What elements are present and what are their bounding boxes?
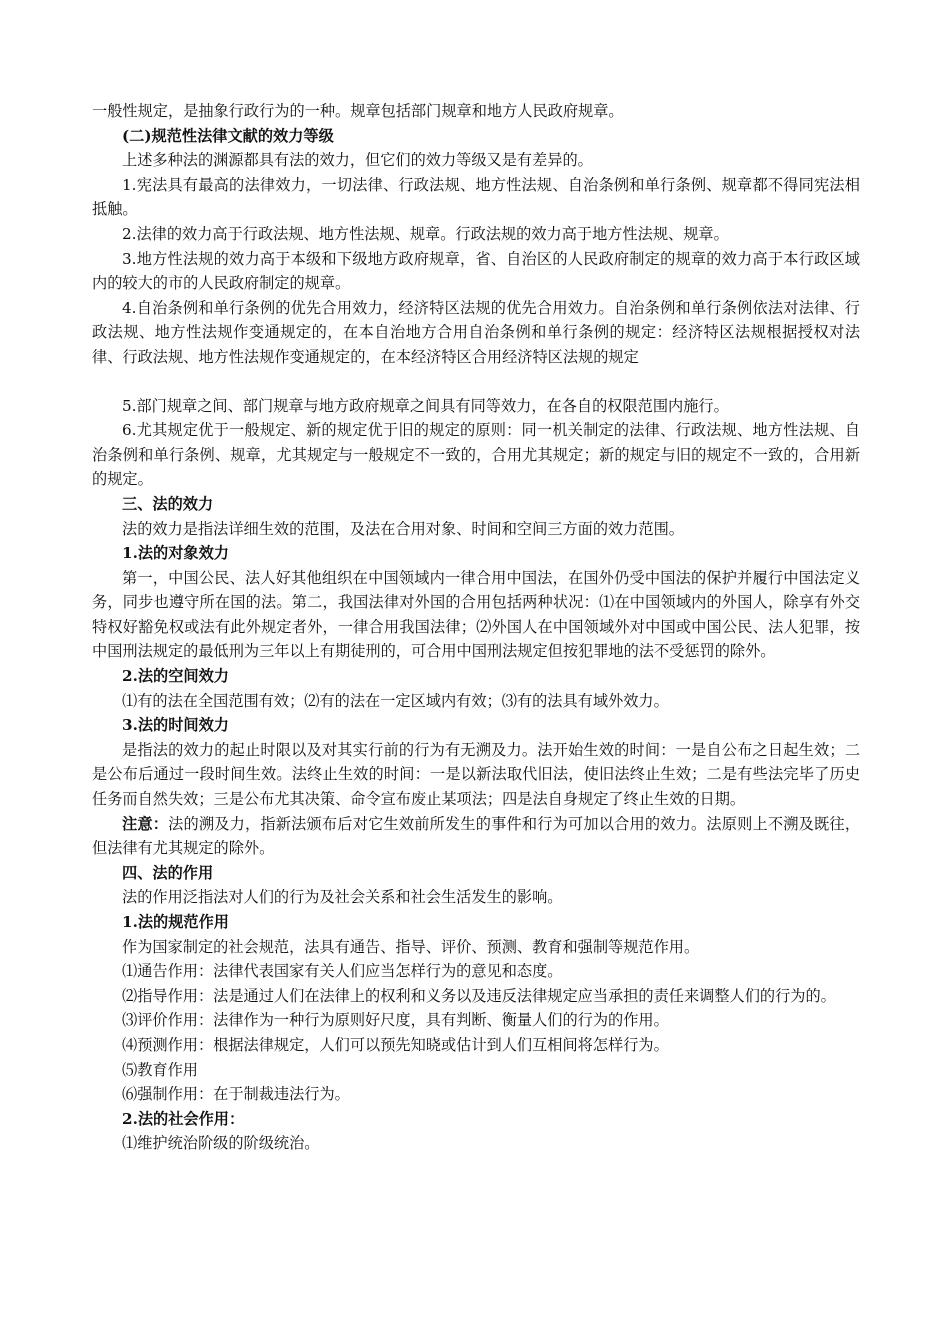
space-effect-heading: 2.法的空间效力 — [122, 667, 229, 686]
norm-role-intro: 作为国家制定的社会规范，法具有通告、指导、评价、预测、教育和强制等规范作用。 — [122, 937, 700, 956]
norm-role-heading: 1.法的规范作用 — [122, 913, 229, 931]
note-text: 法的溯及力，指新法颁布后对它生效前所发生的事件和行为可加以合用的效力。法原则上不溯及既往，但法律有尤其规定的除外。 — [92, 814, 861, 858]
intro-line: 一般性规定，是抽象行政行为的一种。规章包括部门规章和地方人民政府规章。 — [92, 102, 624, 120]
social-role-heading: 2.法的社会作用： — [122, 1109, 245, 1128]
norm-role-item-1: ⑴通告作用：法律代表国家有关人们应当怎样行为的意见和态度。 — [122, 962, 563, 981]
section-2-heading: (二)规范性法律文献的效力等级 — [122, 126, 334, 145]
note-label: 注意： — [122, 814, 169, 833]
rank-item-6: 6.尤其规定优于一般规定、新的规定优于旧的规定的原则：同一机关制定的法律、行政法规、地方性法规、自治条例和单行条例、规章，尤其规定与一般规定不一致的，合用尤其规定；新的规定与旧的规定不一致的，合用新的规定。 — [92, 421, 860, 489]
section-2-intro: 上述多种法的渊源都具有法的效力，但它们的效力等级又是有差异的。 — [122, 151, 593, 170]
rank-item-2: 2.法律的效力高于行政法规、地方性法规、规章。行政法规的效力高于地方性法规、规章。 — [122, 224, 729, 243]
object-effect-text: 第一，中国公民、法人好其他组织在中国领域内一律合用中国法，在国外仍受中国法的保护并履行中国法定义务，同步也遵守所在国的法。第二，我国法律对外国的合用包括两种状况：⑴在中国领域内的外国人，除享有外交特权好豁免权或法有此外规定者外，一律合用我国法律；⑵外国人在中国领域外对中国或中国公民、法人犯罪，按中国刑法规定的最低刑为三年以上有期徒刑的，可合用中国刑法规定但按犯罪地的法不受惩罚的除外。 — [92, 568, 860, 661]
section-3-intro: 法的效力是指法详细生效的范围，及法在合用对象、时间和空间三方面的效力范围。 — [122, 519, 684, 538]
norm-role-item-6: ⑹强制作用：在于制裁违法行为。 — [122, 1085, 350, 1104]
paragraph-gap — [92, 370, 860, 394]
space-effect-text: ⑴有的法在全国范围有效；⑵有的法在一定区域内有效；⑶有的法具有域外效力。 — [122, 691, 669, 710]
rank-item-1: 1.宪法具有最高的法律效力，一切法律、行政法规、地方性法规、自治条例和单行条例、规章都不得同宪法相抵触。 — [92, 175, 860, 219]
section-4-intro: 法的作用泛指法对人们的行为及社会关系和社会生活发生的影响。 — [122, 888, 563, 907]
rank-item-3: 3.地方性法规的效力高于本级和下级地方政府规章，省、自治区的人民政府制定的规章的效力高于本行政区域内的较大的市的人民政府制定的规章。 — [92, 249, 860, 293]
note-paragraph — [92, 812, 860, 861]
norm-role-item-3: ⑶评价作用：法律作为一种行为原则好尺度，具有判断、衡量人们的行为的作用。 — [122, 1011, 669, 1030]
social-role-item-1: ⑴维护统治阶级的阶级统治。 — [122, 1134, 320, 1153]
norm-role-item-2: ⑵指导作用：法是通过人们在法律上的权利和义务以及违反法律规定应当承担的责任来调整人们的行为的。 — [122, 986, 836, 1005]
rank-item-4: 4.自治条例和单行条例的优先合用效力，经济特区法规的优先合用效力。自治条例和单行条例依法对法律、行政法规、地方性法规作变通规定的，在本自治地方合用自治条例和单行条例的规定：经济特区法规根据授权对法律、行政法规、地方性法规作变通规定的，在本经济特区合用经济特区法规的规定 — [92, 298, 860, 366]
document-page — [92, 99, 860, 1156]
norm-role-item-5: ⑸教育作用 — [122, 1060, 198, 1079]
section-3-heading: 三、法的效力 — [122, 494, 214, 513]
object-effect-heading: 1.法的对象效力 — [122, 544, 229, 563]
time-effect-heading: 3.法的时间效力 — [122, 716, 229, 735]
rank-item-5: 5.部门规章之间、部门规章与地方政府规章之间具有同等效力，在各自的权限范围内施行。 — [122, 396, 729, 415]
norm-role-item-4: ⑷预测作用：根据法律规定，人们可以预先知晓或估计到人们互相间将怎样行为。 — [122, 1035, 669, 1054]
section-4-heading: 四、法的作用 — [122, 863, 214, 882]
time-effect-text: 是指法的效力的起止时限以及对其实行前的行为有无溯及力。法开始生效的时间：一是自公布之日起生效；二是公布后通过一段时间生效。法终止生效的时间：一是以新法取代旧法，使旧法终止生效；二是有些法完毕了历史任务而自然失效；三是公布尤其决策、命令宣布废止某项法；四是法自身规定了终止生效的日期。 — [92, 740, 860, 809]
